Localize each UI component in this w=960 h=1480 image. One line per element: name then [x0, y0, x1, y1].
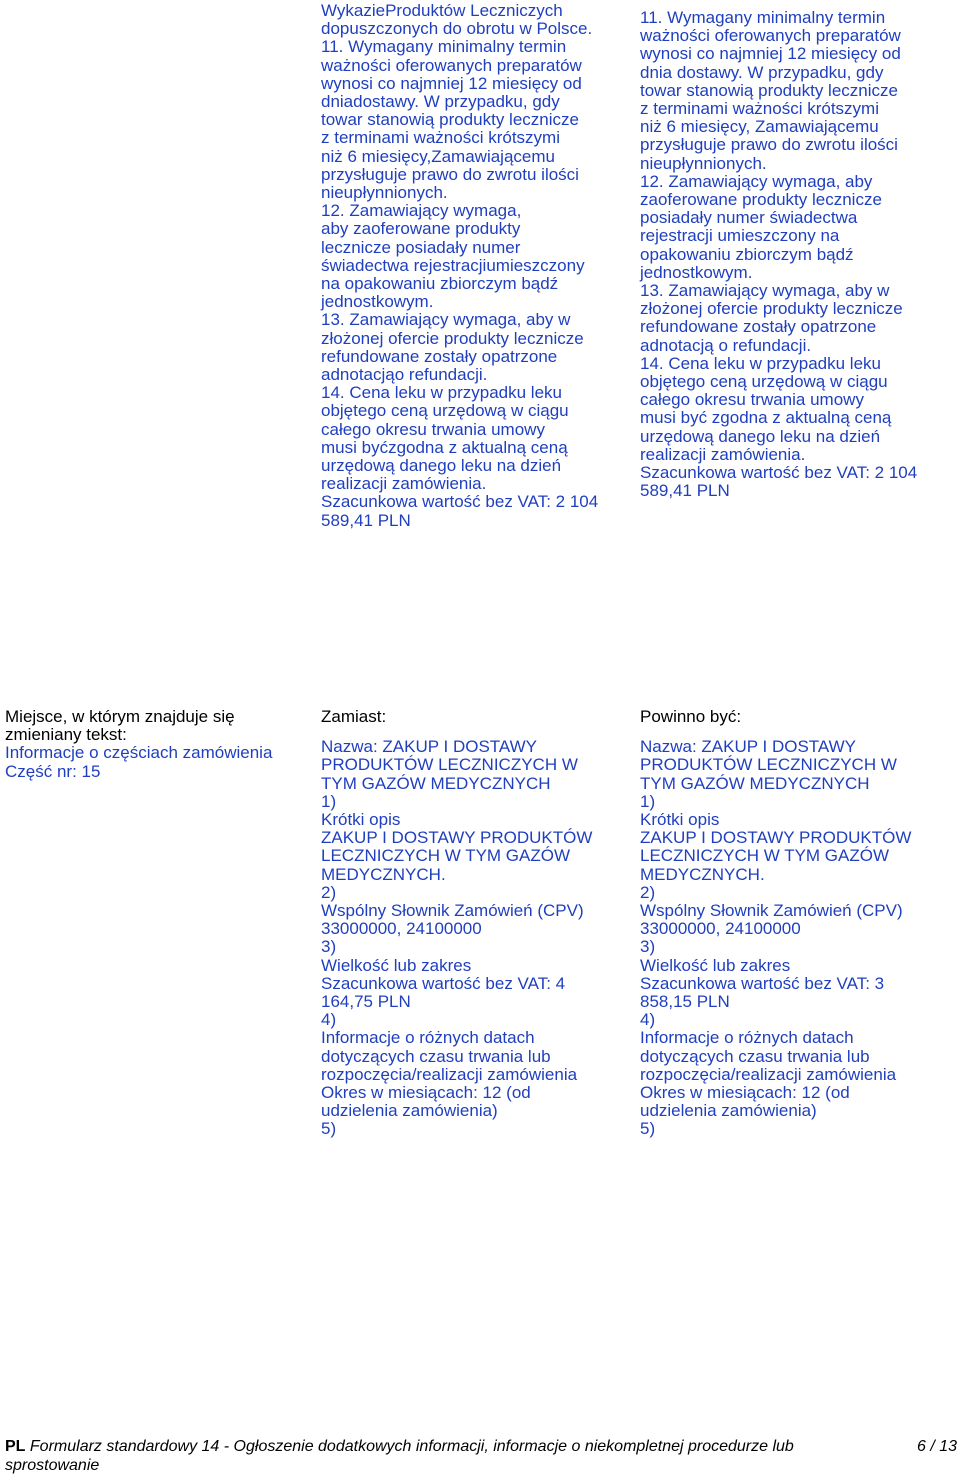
text-line: 4)	[321, 1010, 337, 1030]
text-line: przysługuje prawo do zwrotu ilości	[640, 135, 898, 155]
text-line: Szacunkowa wartość bez VAT: 2 104	[321, 492, 599, 512]
text-line: WykazieProduktów Leczniczych	[321, 1, 563, 20]
text-line: 13. Zamawiający wymaga, aby w	[640, 281, 890, 301]
text-line: 12. Zamawiający wymaga,	[321, 201, 522, 221]
text-line: adnotacjąo refundacji.	[321, 365, 488, 385]
text-line: PRODUKTÓW LECZNICZYCH W	[321, 755, 578, 775]
text-line: 5)	[321, 1119, 337, 1139]
text-line: refundowane zostały opatrzone	[640, 317, 877, 337]
text-line: MEDYCZNYCH.	[321, 864, 446, 884]
text-line: Krótki opis	[640, 810, 720, 830]
text-line: Krótki opis	[321, 810, 401, 830]
text-line: zaoferowane produkty lecznicze	[640, 190, 882, 210]
text-line: posiadały numer świadectwa	[640, 208, 858, 228]
text-line: MEDYCZNYCH.	[640, 864, 765, 884]
text-line: 589,41 PLN	[640, 481, 730, 501]
text-line: 1)	[321, 791, 337, 811]
text-line: jednostkowym.	[640, 262, 753, 282]
text-line: Szacunkowa wartość bez VAT: 2 104	[640, 463, 918, 483]
text-line: Wspólny Słownik Zamówień (CPV)	[640, 901, 903, 921]
text-line: zmieniany tekst:	[5, 725, 127, 745]
text-line: Szacunkowa wartość bez VAT: 3	[640, 973, 885, 993]
text-line: 14. Cena leku w przypadku leku	[321, 383, 562, 403]
text-line: 12. Zamawiający wymaga, aby	[640, 171, 873, 191]
text-line: wynosi co najmniej 12 miesięcy od	[321, 73, 582, 93]
text-line: nieupłynnionych.	[640, 153, 767, 173]
text-line: 13. Zamawiający wymaga, aby w	[321, 310, 571, 330]
text-line: 14. Cena leku w przypadku leku	[640, 353, 881, 373]
text-line: Nazwa: ZAKUP I DOSTAWY	[640, 737, 857, 757]
text-line: opakowaniu zbiorczym bądź	[640, 244, 854, 264]
text-line: dotyczących czasu trwania lub	[640, 1046, 870, 1066]
text-line: wynosi co najmniej 12 miesięcy od	[640, 44, 901, 64]
text-line: aby zaoferowane produkty	[321, 219, 521, 239]
text-line: Okres w miesiącach: 12 (od	[640, 1083, 850, 1103]
text-line: refundowane zostały opatrzone	[321, 346, 558, 366]
text-line: urzędową danego leku na dzień	[321, 456, 562, 476]
change-location-column	[5, 708, 310, 781]
text-line: złożonej ofercie produkty lecznicze	[640, 299, 903, 319]
text-line: rozpoczęcia/realizacji zamówienia	[321, 1064, 578, 1084]
text-line: dotyczących czasu trwania lub	[321, 1046, 551, 1066]
text-line: całego okresu trwania umowy	[640, 390, 864, 410]
text-line: musi być zgodna z aktualną ceną	[640, 408, 892, 428]
text-line: 3)	[640, 937, 656, 957]
text-line: objętego ceną urzędową w ciągu	[321, 401, 569, 421]
text-line: 2)	[640, 882, 656, 902]
text-line: jednostkowym.	[321, 292, 434, 312]
text-line: ważności oferowanych preparatów	[640, 26, 901, 46]
text-line: niż 6 miesięcy, Zamawiającemu	[640, 117, 879, 137]
text-line: 164,75 PLN	[321, 992, 411, 1012]
text-line: Informacje o różnych datach	[640, 1028, 854, 1048]
should-be-column	[640, 708, 958, 1139]
text-line: 4)	[640, 1010, 656, 1030]
page-number: 6 / 13	[916, 1438, 957, 1455]
text-line: dniadostawy. W przypadku, gdy	[321, 92, 560, 112]
text-line: dopuszczonych do obrotu w Polsce.	[321, 19, 593, 39]
text-line: Informacje o różnych datach	[321, 1028, 535, 1048]
location-value	[5, 744, 310, 780]
footer-form-title: Formularz standardowy 14 - Ogłoszenie dodatkowych informacji, informacje o niekompletnej procedurze lub	[29, 1438, 794, 1455]
page-footer	[5, 1437, 957, 1475]
text-line: objętego ceną urzędową w ciągu	[640, 372, 888, 392]
text-line: udzielenia zamówienia)	[640, 1101, 817, 1121]
text-line: Wielkość lub zakres	[640, 955, 791, 975]
text-line: 1)	[640, 791, 656, 811]
text-line: rejestracji umieszczony na	[640, 226, 840, 246]
text-line: adnotacją o refundacji.	[640, 335, 812, 355]
text-line: 11. Wymagany minimalny termin	[321, 37, 567, 57]
text-line: z terminami ważności krótszymi	[321, 128, 560, 148]
text-line: 5)	[640, 1119, 656, 1139]
instead-label: Zamiast:	[321, 707, 387, 726]
should-be-content	[640, 738, 958, 1138]
text-line: 11. Wymagany minimalny termin	[640, 8, 886, 27]
corrected-text-column	[640, 9, 958, 500]
text-line: LECZNICZYCH W TYM GAZÓW	[321, 846, 571, 866]
text-line: Wspólny Słownik Zamówień (CPV)	[321, 901, 584, 921]
text-line: realizacji zamówienia.	[640, 444, 806, 464]
text-line: świadectwa rejestracjiumieszczony	[321, 255, 585, 275]
text-line: Nazwa: ZAKUP I DOSTAWY	[321, 737, 538, 757]
text-line: Wielkość lub zakres	[321, 955, 472, 975]
text-line: Część nr: 15	[5, 761, 101, 781]
text-line: musi byćzgodna z aktualną ceną	[321, 437, 568, 457]
text-line: LECZNICZYCH W TYM GAZÓW	[640, 846, 890, 866]
text-line: towar stanowią produkty lecznicze	[321, 110, 579, 130]
text-line: towar stanowią produkty lecznicze	[640, 80, 898, 100]
text-line: 33000000, 24100000	[640, 919, 801, 939]
text-line: Informacje o częściach zamówienia	[5, 743, 273, 763]
text-line: TYM GAZÓW MEDYCZNYCH	[321, 773, 551, 793]
text-line: całego okresu trwania umowy	[321, 419, 545, 439]
text-line: 3)	[321, 937, 337, 957]
text-line: 858,15 PLN	[640, 992, 730, 1012]
text-line: 2)	[321, 882, 337, 902]
text-line: realizacji zamówienia.	[321, 474, 487, 494]
text-line: rozpoczęcia/realizacji zamówienia	[640, 1064, 897, 1084]
text-line: dnia dostawy. W przypadku, gdy	[640, 62, 884, 82]
location-label	[5, 708, 310, 744]
text-line: PRODUKTÓW LECZNICZYCH W	[640, 755, 897, 775]
text-line: Szacunkowa wartość bez VAT: 4	[321, 973, 566, 993]
text-line: niż 6 miesięcy,Zamawiającemu	[321, 146, 555, 166]
text-line: na opakowaniu zbiorczym bądź	[321, 274, 559, 294]
instead-content	[321, 738, 637, 1138]
text-line: przysługuje prawo do zwrotu ilości	[321, 164, 579, 184]
text-line: złożonej ofercie produkty lecznicze	[321, 328, 584, 348]
text-line: Miejsce, w którym znajduje się	[5, 707, 235, 726]
text-line: TYM GAZÓW MEDYCZNYCH	[640, 773, 870, 793]
text-line: nieupłynnionych.	[321, 183, 448, 203]
text-line: ZAKUP I DOSTAWY PRODUKTÓW	[640, 828, 912, 848]
previous-text-column	[321, 2, 637, 530]
text-line: udzielenia zamówienia)	[321, 1101, 498, 1121]
instead-column	[321, 708, 637, 1139]
text-line: ważności oferowanych preparatów	[321, 55, 582, 75]
text-line: lecznicze posiadały numer	[321, 237, 521, 257]
text-line: ZAKUP I DOSTAWY PRODUKTÓW	[321, 828, 593, 848]
text-line: 33000000, 24100000	[321, 919, 482, 939]
text-line: Okres w miesiącach: 12 (od	[321, 1083, 531, 1103]
should-be-label: Powinno być:	[640, 707, 742, 726]
footer-form-title-line2: sprostowanie	[5, 1457, 100, 1474]
text-line: z terminami ważności krótszymi	[640, 99, 879, 119]
text-line: 589,41 PLN	[321, 510, 411, 530]
footer-language: PL	[5, 1438, 26, 1455]
text-line: urzędową danego leku na dzień	[640, 426, 881, 446]
